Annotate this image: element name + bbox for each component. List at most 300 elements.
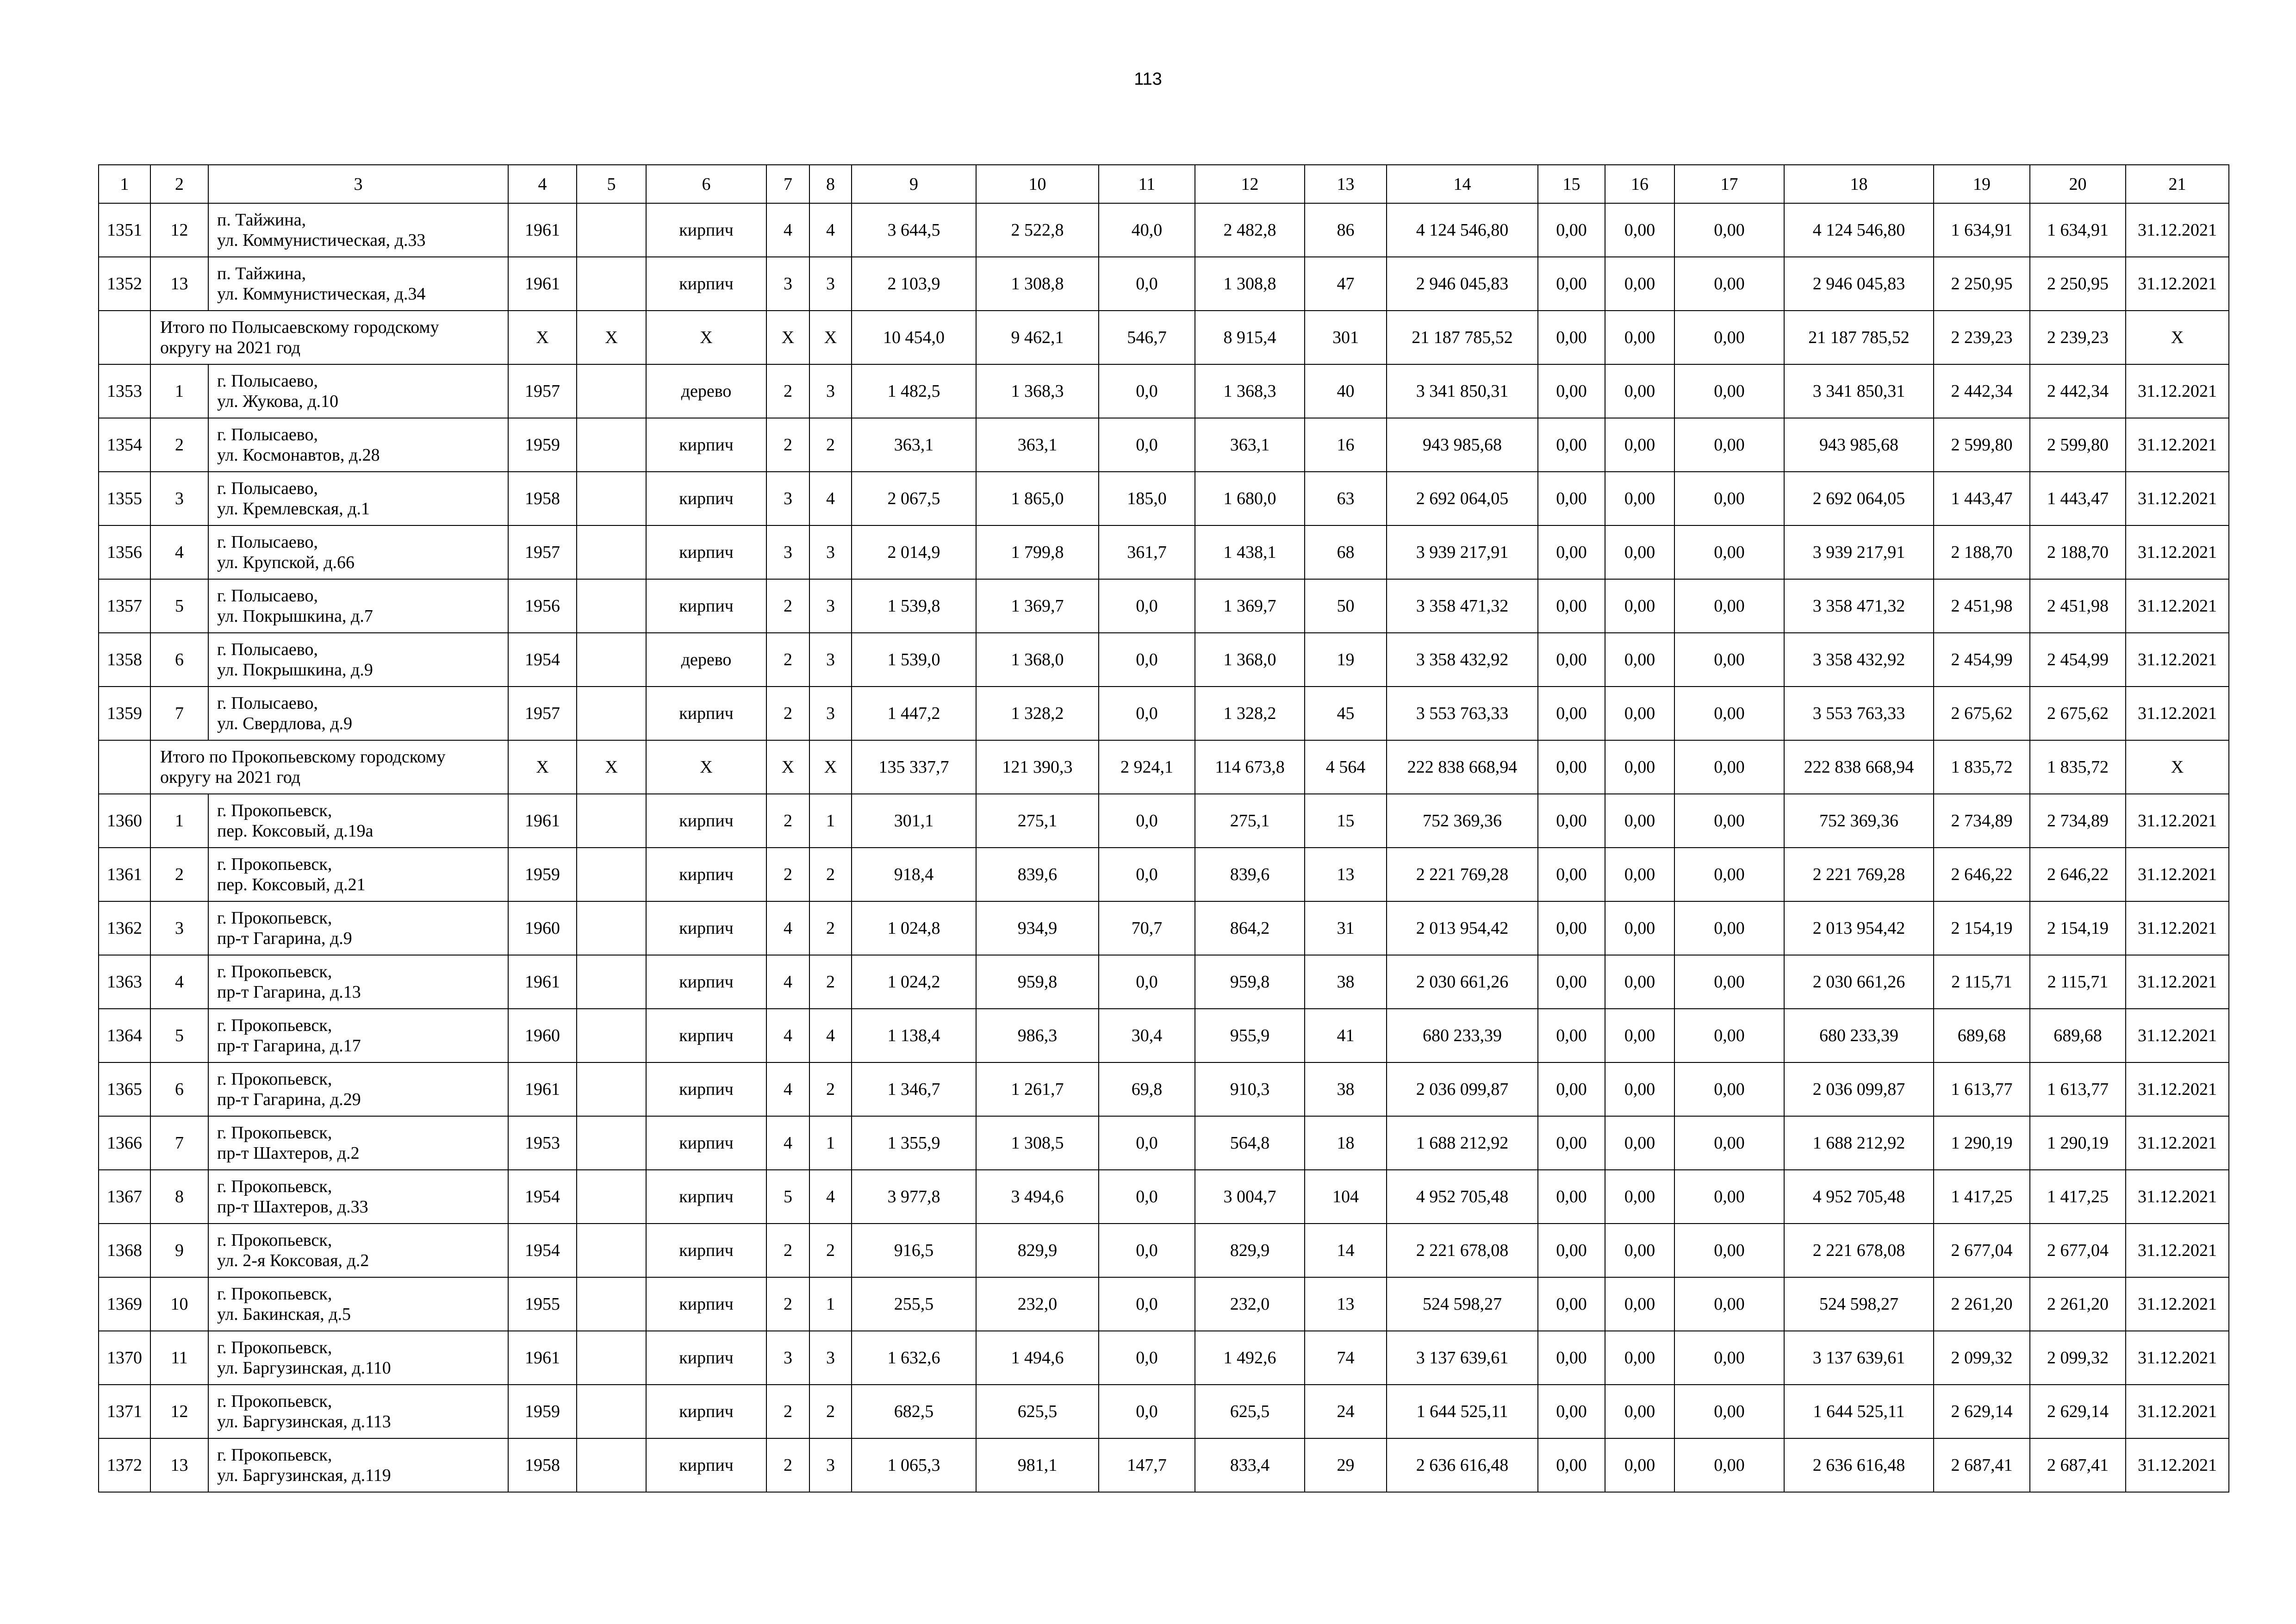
address-line: г. Полысаево, <box>217 425 318 444</box>
cell-col-4: 1953 <box>508 1116 577 1170</box>
cell-col-16: 0,00 <box>1605 1277 1674 1331</box>
cell-col-5 <box>577 418 646 472</box>
cell-col-6: кирпич <box>646 1009 766 1062</box>
cell-col-20: 689,68 <box>2030 1009 2126 1062</box>
cell-col-21: 31.12.2021 <box>2126 1170 2229 1224</box>
cell-col-16: 0,00 <box>1605 257 1674 311</box>
cell-col-6: кирпич <box>646 1116 766 1170</box>
cell-col-7: 3 <box>766 257 809 311</box>
cell-col-21: 31.12.2021 <box>2126 525 2229 579</box>
sub-number: 9 <box>150 1224 208 1277</box>
cell-col-15: 0,00 <box>1538 794 1605 848</box>
cell-col-20: 2 154,19 <box>2030 901 2126 955</box>
cell-col-11: 0,0 <box>1099 1331 1195 1385</box>
cell-col-4: 1954 <box>508 1224 577 1277</box>
address-line: п. Тайжина, <box>217 210 306 230</box>
cell-col-4: 1958 <box>508 472 577 525</box>
cell-col-7: 2 <box>766 579 809 633</box>
cell-col-4: 1957 <box>508 364 577 418</box>
cell-col-6: X <box>646 311 766 364</box>
cell-col-9: 1 024,8 <box>852 901 976 955</box>
cell-col-5 <box>577 364 646 418</box>
table-row <box>99 1385 2229 1438</box>
address-cell <box>208 1277 508 1331</box>
cell-col-21: X <box>2126 740 2229 794</box>
cell-col-19: 2 454,99 <box>1934 633 2030 687</box>
cell-col-19: 2 734,89 <box>1934 794 2030 848</box>
cell-col-12: 114 673,8 <box>1195 740 1305 794</box>
cell-col-10: 363,1 <box>976 418 1099 472</box>
address-cell <box>208 1009 508 1062</box>
cell-col-9: 1 024,2 <box>852 955 976 1009</box>
sub-number: 10 <box>150 1277 208 1331</box>
cell-col-9: 2 103,9 <box>852 257 976 311</box>
column-number: 20 <box>2030 165 2126 203</box>
cell-col-20: 2 677,04 <box>2030 1224 2126 1277</box>
cell-col-9: 301,1 <box>852 794 976 848</box>
cell-col-6: кирпич <box>646 418 766 472</box>
cell-col-6: X <box>646 740 766 794</box>
address-line: ул. Космонавтов, д.28 <box>217 445 380 465</box>
cell-col-4: X <box>508 740 577 794</box>
sub-number: 2 <box>150 418 208 472</box>
cell-col-12: 1 492,6 <box>1195 1331 1305 1385</box>
cell-col-16: 0,00 <box>1605 955 1674 1009</box>
address-line: г. Прокопьевск, <box>217 1445 332 1465</box>
cell-col-9: 2 067,5 <box>852 472 976 525</box>
cell-col-15: 0,00 <box>1538 418 1605 472</box>
cell-col-20: 1 443,47 <box>2030 472 2126 525</box>
cell-col-9: 1 346,7 <box>852 1062 976 1116</box>
cell-col-18: 680 233,39 <box>1784 1009 1934 1062</box>
cell-col-20: 2 675,62 <box>2030 687 2126 740</box>
cell-col-15: 0,00 <box>1538 1277 1605 1331</box>
cell-col-17: 0,00 <box>1674 1062 1784 1116</box>
cell-col-7: 4 <box>766 955 809 1009</box>
cell-col-17: 0,00 <box>1674 579 1784 633</box>
cell-col-7: 2 <box>766 633 809 687</box>
table-row <box>99 1116 2229 1170</box>
cell-col-7: 3 <box>766 1331 809 1385</box>
cell-col-18: 943 985,68 <box>1784 418 1934 472</box>
row-number: 1360 <box>99 794 150 848</box>
cell-col-21: 31.12.2021 <box>2126 633 2229 687</box>
row-number: 1353 <box>99 364 150 418</box>
cell-col-13: 13 <box>1305 848 1387 901</box>
cell-col-14: 2 030 661,26 <box>1387 955 1538 1009</box>
cell-col-8: 3 <box>809 1331 852 1385</box>
cell-col-8: 2 <box>809 418 852 472</box>
cell-col-11: 30,4 <box>1099 1009 1195 1062</box>
cell-col-21: 31.12.2021 <box>2126 1438 2229 1492</box>
address-line: ул. Свердлова, д.9 <box>217 714 353 733</box>
sub-number: 6 <box>150 1062 208 1116</box>
cell-col-14: 2 221 769,28 <box>1387 848 1538 901</box>
address-line: г. Полысаево, <box>217 693 318 713</box>
cell-col-8: 3 <box>809 579 852 633</box>
total-row <box>99 740 2229 794</box>
table-row <box>99 848 2229 901</box>
cell-col-16: 0,00 <box>1605 418 1674 472</box>
cell-col-10: 121 390,3 <box>976 740 1099 794</box>
cell-col-12: 3 004,7 <box>1195 1170 1305 1224</box>
cell-col-15: 0,00 <box>1538 848 1605 901</box>
cell-col-19: 2 451,98 <box>1934 579 2030 633</box>
column-number: 15 <box>1538 165 1605 203</box>
cell-col-5 <box>577 901 646 955</box>
address-line: г. Полысаево, <box>217 479 318 498</box>
cell-col-18: 2 946 045,83 <box>1784 257 1934 311</box>
cell-col-19: 2 115,71 <box>1934 955 2030 1009</box>
cell-col-9: 682,5 <box>852 1385 976 1438</box>
cell-col-9: 10 454,0 <box>852 311 976 364</box>
cell-col-5 <box>577 203 646 257</box>
cell-col-7: 4 <box>766 203 809 257</box>
total-label <box>150 311 508 364</box>
cell-col-9: 3 644,5 <box>852 203 976 257</box>
cell-col-20: 2 099,32 <box>2030 1331 2126 1385</box>
cell-col-5: X <box>577 740 646 794</box>
cell-col-14: 1 688 212,92 <box>1387 1116 1538 1170</box>
cell-col-6: кирпич <box>646 579 766 633</box>
cell-col-16: 0,00 <box>1605 472 1674 525</box>
cell-col-14: 2 636 616,48 <box>1387 1438 1538 1492</box>
cell-col-21: 31.12.2021 <box>2126 1009 2229 1062</box>
row-number: 1364 <box>99 1009 150 1062</box>
cell-col-12: 833,4 <box>1195 1438 1305 1492</box>
cell-col-19: 1 290,19 <box>1934 1116 2030 1170</box>
cell-col-15: 0,00 <box>1538 311 1605 364</box>
table-row <box>99 901 2229 955</box>
cell-col-12: 955,9 <box>1195 1009 1305 1062</box>
cell-col-20: 2 599,80 <box>2030 418 2126 472</box>
cell-col-19: 2 629,14 <box>1934 1385 2030 1438</box>
address-cell <box>208 472 508 525</box>
cell-col-18: 2 692 064,05 <box>1784 472 1934 525</box>
cell-col-16: 0,00 <box>1605 311 1674 364</box>
cell-col-19: 1 443,47 <box>1934 472 2030 525</box>
cell-col-18: 3 553 763,33 <box>1784 687 1934 740</box>
address-line: пр-т Шахтеров, д.2 <box>217 1143 360 1163</box>
cell-col-5 <box>577 848 646 901</box>
cell-col-21: 31.12.2021 <box>2126 687 2229 740</box>
sub-number: 5 <box>150 579 208 633</box>
cell-col-20: 1 634,91 <box>2030 203 2126 257</box>
address-cell <box>208 1224 508 1277</box>
table-row <box>99 1170 2229 1224</box>
address-line: г. Прокопьевск, <box>217 801 332 820</box>
cell-col-7: 4 <box>766 1116 809 1170</box>
row-number: 1354 <box>99 418 150 472</box>
cell-col-11: 70,7 <box>1099 901 1195 955</box>
cell-col-15: 0,00 <box>1538 257 1605 311</box>
cell-col-6: кирпич <box>646 525 766 579</box>
address-line: ул. Баргузинская, д.110 <box>217 1358 391 1378</box>
cell-col-20: 2 451,98 <box>2030 579 2126 633</box>
cell-col-17: 0,00 <box>1674 1224 1784 1277</box>
cell-col-5 <box>577 1009 646 1062</box>
cell-col-20: 2 629,14 <box>2030 1385 2126 1438</box>
cell-col-8: 3 <box>809 525 852 579</box>
cell-col-11: 0,0 <box>1099 955 1195 1009</box>
column-number: 19 <box>1934 165 2030 203</box>
cell-col-13: 19 <box>1305 633 1387 687</box>
cell-col-21: 31.12.2021 <box>2126 1331 2229 1385</box>
cell-col-20: 2 646,22 <box>2030 848 2126 901</box>
cell-col-11: 0,0 <box>1099 1385 1195 1438</box>
cell-col-18: 3 341 850,31 <box>1784 364 1934 418</box>
address-line: г. Полысаево, <box>217 640 318 659</box>
address-line: г. Прокопьевск, <box>217 1392 332 1411</box>
cell-col-10: 275,1 <box>976 794 1099 848</box>
cell-col-10: 232,0 <box>976 1277 1099 1331</box>
cell-col-14: 4 124 546,80 <box>1387 203 1538 257</box>
table-row <box>99 1062 2229 1116</box>
cell-col-5 <box>577 1062 646 1116</box>
table-row <box>99 1331 2229 1385</box>
cell-col-9: 3 977,8 <box>852 1170 976 1224</box>
cell-col-15: 0,00 <box>1538 901 1605 955</box>
row-number: 1357 <box>99 579 150 633</box>
sub-number: 1 <box>150 794 208 848</box>
cell-col-8: 1 <box>809 1277 852 1331</box>
address-line: пр-т Гагарина, д.29 <box>217 1090 361 1109</box>
cell-col-19: 2 261,20 <box>1934 1277 2030 1331</box>
sub-number: 7 <box>150 1116 208 1170</box>
cell-col-5: X <box>577 311 646 364</box>
cell-col-9: 1 539,8 <box>852 579 976 633</box>
cell-col-18: 752 369,36 <box>1784 794 1934 848</box>
column-number: 8 <box>809 165 852 203</box>
cell-col-13: 45 <box>1305 687 1387 740</box>
column-number: 18 <box>1784 165 1934 203</box>
total-label-line: Итого по Полысаевскому городскому <box>160 318 439 337</box>
table-row <box>99 579 2229 633</box>
cell-col-16: 0,00 <box>1605 1331 1674 1385</box>
address-cell <box>208 1438 508 1492</box>
cell-col-19: 2 442,34 <box>1934 364 2030 418</box>
cell-col-12: 829,9 <box>1195 1224 1305 1277</box>
cell-col-8: 2 <box>809 1062 852 1116</box>
cell-col-18: 2 221 769,28 <box>1784 848 1934 901</box>
sub-number: 12 <box>150 1385 208 1438</box>
cell-col-16: 0,00 <box>1605 1385 1674 1438</box>
total-label-line: Итого по Прокопьевскому городскому <box>160 747 446 767</box>
cell-col-15: 0,00 <box>1538 955 1605 1009</box>
column-number: 1 <box>99 165 150 203</box>
cell-col-10: 986,3 <box>976 1009 1099 1062</box>
cell-col-10: 934,9 <box>976 901 1099 955</box>
cell-col-20: 1 417,25 <box>2030 1170 2126 1224</box>
cell-col-6: кирпич <box>646 1277 766 1331</box>
address-cell <box>208 203 508 257</box>
address-line: ул. Кремлевская, д.1 <box>217 499 370 518</box>
cell-col-10: 1 865,0 <box>976 472 1099 525</box>
address-line: г. Полысаево, <box>217 586 318 606</box>
cell-col-11: 0,0 <box>1099 848 1195 901</box>
cell-col-14: 3 553 763,33 <box>1387 687 1538 740</box>
blank-cell <box>99 740 150 794</box>
cell-col-6: кирпич <box>646 687 766 740</box>
cell-col-15: 0,00 <box>1538 1170 1605 1224</box>
cell-col-19: 2 188,70 <box>1934 525 2030 579</box>
address-line: ул. Бакинская, д.5 <box>217 1305 351 1324</box>
cell-col-21: 31.12.2021 <box>2126 203 2229 257</box>
cell-col-11: 0,0 <box>1099 794 1195 848</box>
cell-col-21: 31.12.2021 <box>2126 472 2229 525</box>
cell-col-14: 222 838 668,94 <box>1387 740 1538 794</box>
address-line: г. Прокопьевск, <box>217 1123 332 1143</box>
cell-col-7: 2 <box>766 1438 809 1492</box>
row-number: 1361 <box>99 848 150 901</box>
cell-col-21: 31.12.2021 <box>2126 955 2229 1009</box>
total-row <box>99 311 2229 364</box>
cell-col-15: 0,00 <box>1538 1438 1605 1492</box>
cell-col-10: 625,5 <box>976 1385 1099 1438</box>
cell-col-20: 2 239,23 <box>2030 311 2126 364</box>
cell-col-5 <box>577 794 646 848</box>
sub-number: 13 <box>150 257 208 311</box>
cell-col-7: 2 <box>766 848 809 901</box>
address-line: г. Прокопьевск, <box>217 908 332 928</box>
cell-col-13: 38 <box>1305 1062 1387 1116</box>
cell-col-5 <box>577 1438 646 1492</box>
cell-col-19: 2 154,19 <box>1934 901 2030 955</box>
cell-col-11: 0,0 <box>1099 364 1195 418</box>
cell-col-14: 2 946 045,83 <box>1387 257 1538 311</box>
cell-col-18: 3 358 471,32 <box>1784 579 1934 633</box>
cell-col-11: 0,0 <box>1099 1224 1195 1277</box>
cell-col-4: 1956 <box>508 579 577 633</box>
cell-col-9: 1 447,2 <box>852 687 976 740</box>
cell-col-21: 31.12.2021 <box>2126 794 2229 848</box>
cell-col-13: 68 <box>1305 525 1387 579</box>
cell-col-4: 1958 <box>508 1438 577 1492</box>
cell-col-8: 1 <box>809 1116 852 1170</box>
cell-col-12: 564,8 <box>1195 1116 1305 1170</box>
cell-col-4: 1961 <box>508 257 577 311</box>
cell-col-16: 0,00 <box>1605 740 1674 794</box>
cell-col-6: кирпич <box>646 1062 766 1116</box>
cell-col-10: 1 261,7 <box>976 1062 1099 1116</box>
address-line: г. Прокопьевск, <box>217 1177 332 1196</box>
cell-col-8: 2 <box>809 1385 852 1438</box>
cell-col-12: 232,0 <box>1195 1277 1305 1331</box>
cell-col-4: 1961 <box>508 794 577 848</box>
cell-col-10: 1 308,8 <box>976 257 1099 311</box>
cell-col-4: 1957 <box>508 687 577 740</box>
cell-col-18: 2 013 954,42 <box>1784 901 1934 955</box>
cell-col-21: 31.12.2021 <box>2126 418 2229 472</box>
cell-col-17: 0,00 <box>1674 794 1784 848</box>
cell-col-4: 1961 <box>508 1331 577 1385</box>
cell-col-8: 3 <box>809 257 852 311</box>
sub-number: 5 <box>150 1009 208 1062</box>
column-number: 4 <box>508 165 577 203</box>
cell-col-18: 3 358 432,92 <box>1784 633 1934 687</box>
cell-col-15: 0,00 <box>1538 633 1605 687</box>
cell-col-14: 1 644 525,11 <box>1387 1385 1538 1438</box>
cell-col-19: 2 599,80 <box>1934 418 2030 472</box>
cell-col-20: 2 442,34 <box>2030 364 2126 418</box>
cell-col-17: 0,00 <box>1674 1116 1784 1170</box>
row-number: 1365 <box>99 1062 150 1116</box>
cell-col-11: 0,0 <box>1099 418 1195 472</box>
address-line: пр-т Шахтеров, д.33 <box>217 1197 368 1217</box>
cell-col-7: 3 <box>766 525 809 579</box>
cell-col-16: 0,00 <box>1605 364 1674 418</box>
cell-col-10: 1 308,5 <box>976 1116 1099 1170</box>
cell-col-9: 363,1 <box>852 418 976 472</box>
table-row <box>99 955 2229 1009</box>
address-cell <box>208 1385 508 1438</box>
cell-col-16: 0,00 <box>1605 579 1674 633</box>
cell-col-17: 0,00 <box>1674 633 1784 687</box>
column-number: 6 <box>646 165 766 203</box>
cell-col-4: 1960 <box>508 1009 577 1062</box>
cell-col-21: 31.12.2021 <box>2126 848 2229 901</box>
cell-col-10: 1 799,8 <box>976 525 1099 579</box>
cell-col-10: 1 328,2 <box>976 687 1099 740</box>
cell-col-20: 2 687,41 <box>2030 1438 2126 1492</box>
cell-col-13: 18 <box>1305 1116 1387 1170</box>
cell-col-17: 0,00 <box>1674 418 1784 472</box>
address-cell <box>208 525 508 579</box>
cell-col-13: 50 <box>1305 579 1387 633</box>
cell-col-19: 2 646,22 <box>1934 848 2030 901</box>
cell-col-12: 8 915,4 <box>1195 311 1305 364</box>
address-cell <box>208 955 508 1009</box>
cell-col-19: 2 099,32 <box>1934 1331 2030 1385</box>
cell-col-11: 40,0 <box>1099 203 1195 257</box>
cell-col-14: 3 358 471,32 <box>1387 579 1538 633</box>
table-row <box>99 203 2229 257</box>
cell-col-13: 74 <box>1305 1331 1387 1385</box>
cell-col-17: 0,00 <box>1674 311 1784 364</box>
column-number: 16 <box>1605 165 1674 203</box>
cell-col-17: 0,00 <box>1674 203 1784 257</box>
cell-col-17: 0,00 <box>1674 525 1784 579</box>
cell-col-19: 689,68 <box>1934 1009 2030 1062</box>
cell-col-14: 943 985,68 <box>1387 418 1538 472</box>
column-number: 13 <box>1305 165 1387 203</box>
cell-col-14: 3 358 432,92 <box>1387 633 1538 687</box>
address-cell <box>208 1062 508 1116</box>
cell-col-20: 2 734,89 <box>2030 794 2126 848</box>
cell-col-12: 1 308,8 <box>1195 257 1305 311</box>
cell-col-21: 31.12.2021 <box>2126 1062 2229 1116</box>
cell-col-6: кирпич <box>646 1438 766 1492</box>
cell-col-7: 3 <box>766 472 809 525</box>
cell-col-9: 1 482,5 <box>852 364 976 418</box>
cell-col-9: 255,5 <box>852 1277 976 1331</box>
cell-col-5 <box>577 472 646 525</box>
cell-col-17: 0,00 <box>1674 1438 1784 1492</box>
address-line: ул. Баргузинская, д.119 <box>217 1466 391 1485</box>
cell-col-17: 0,00 <box>1674 257 1784 311</box>
cell-col-15: 0,00 <box>1538 1062 1605 1116</box>
address-cell <box>208 794 508 848</box>
address-cell <box>208 1331 508 1385</box>
address-line: ул. Жукова, д.10 <box>217 392 339 411</box>
cell-col-4: 1960 <box>508 901 577 955</box>
cell-col-12: 839,6 <box>1195 848 1305 901</box>
address-line: ул. Коммунистическая, д.33 <box>217 231 426 250</box>
sub-number: 11 <box>150 1331 208 1385</box>
table-row <box>99 257 2229 311</box>
cell-col-12: 1 438,1 <box>1195 525 1305 579</box>
cell-col-10: 3 494,6 <box>976 1170 1099 1224</box>
